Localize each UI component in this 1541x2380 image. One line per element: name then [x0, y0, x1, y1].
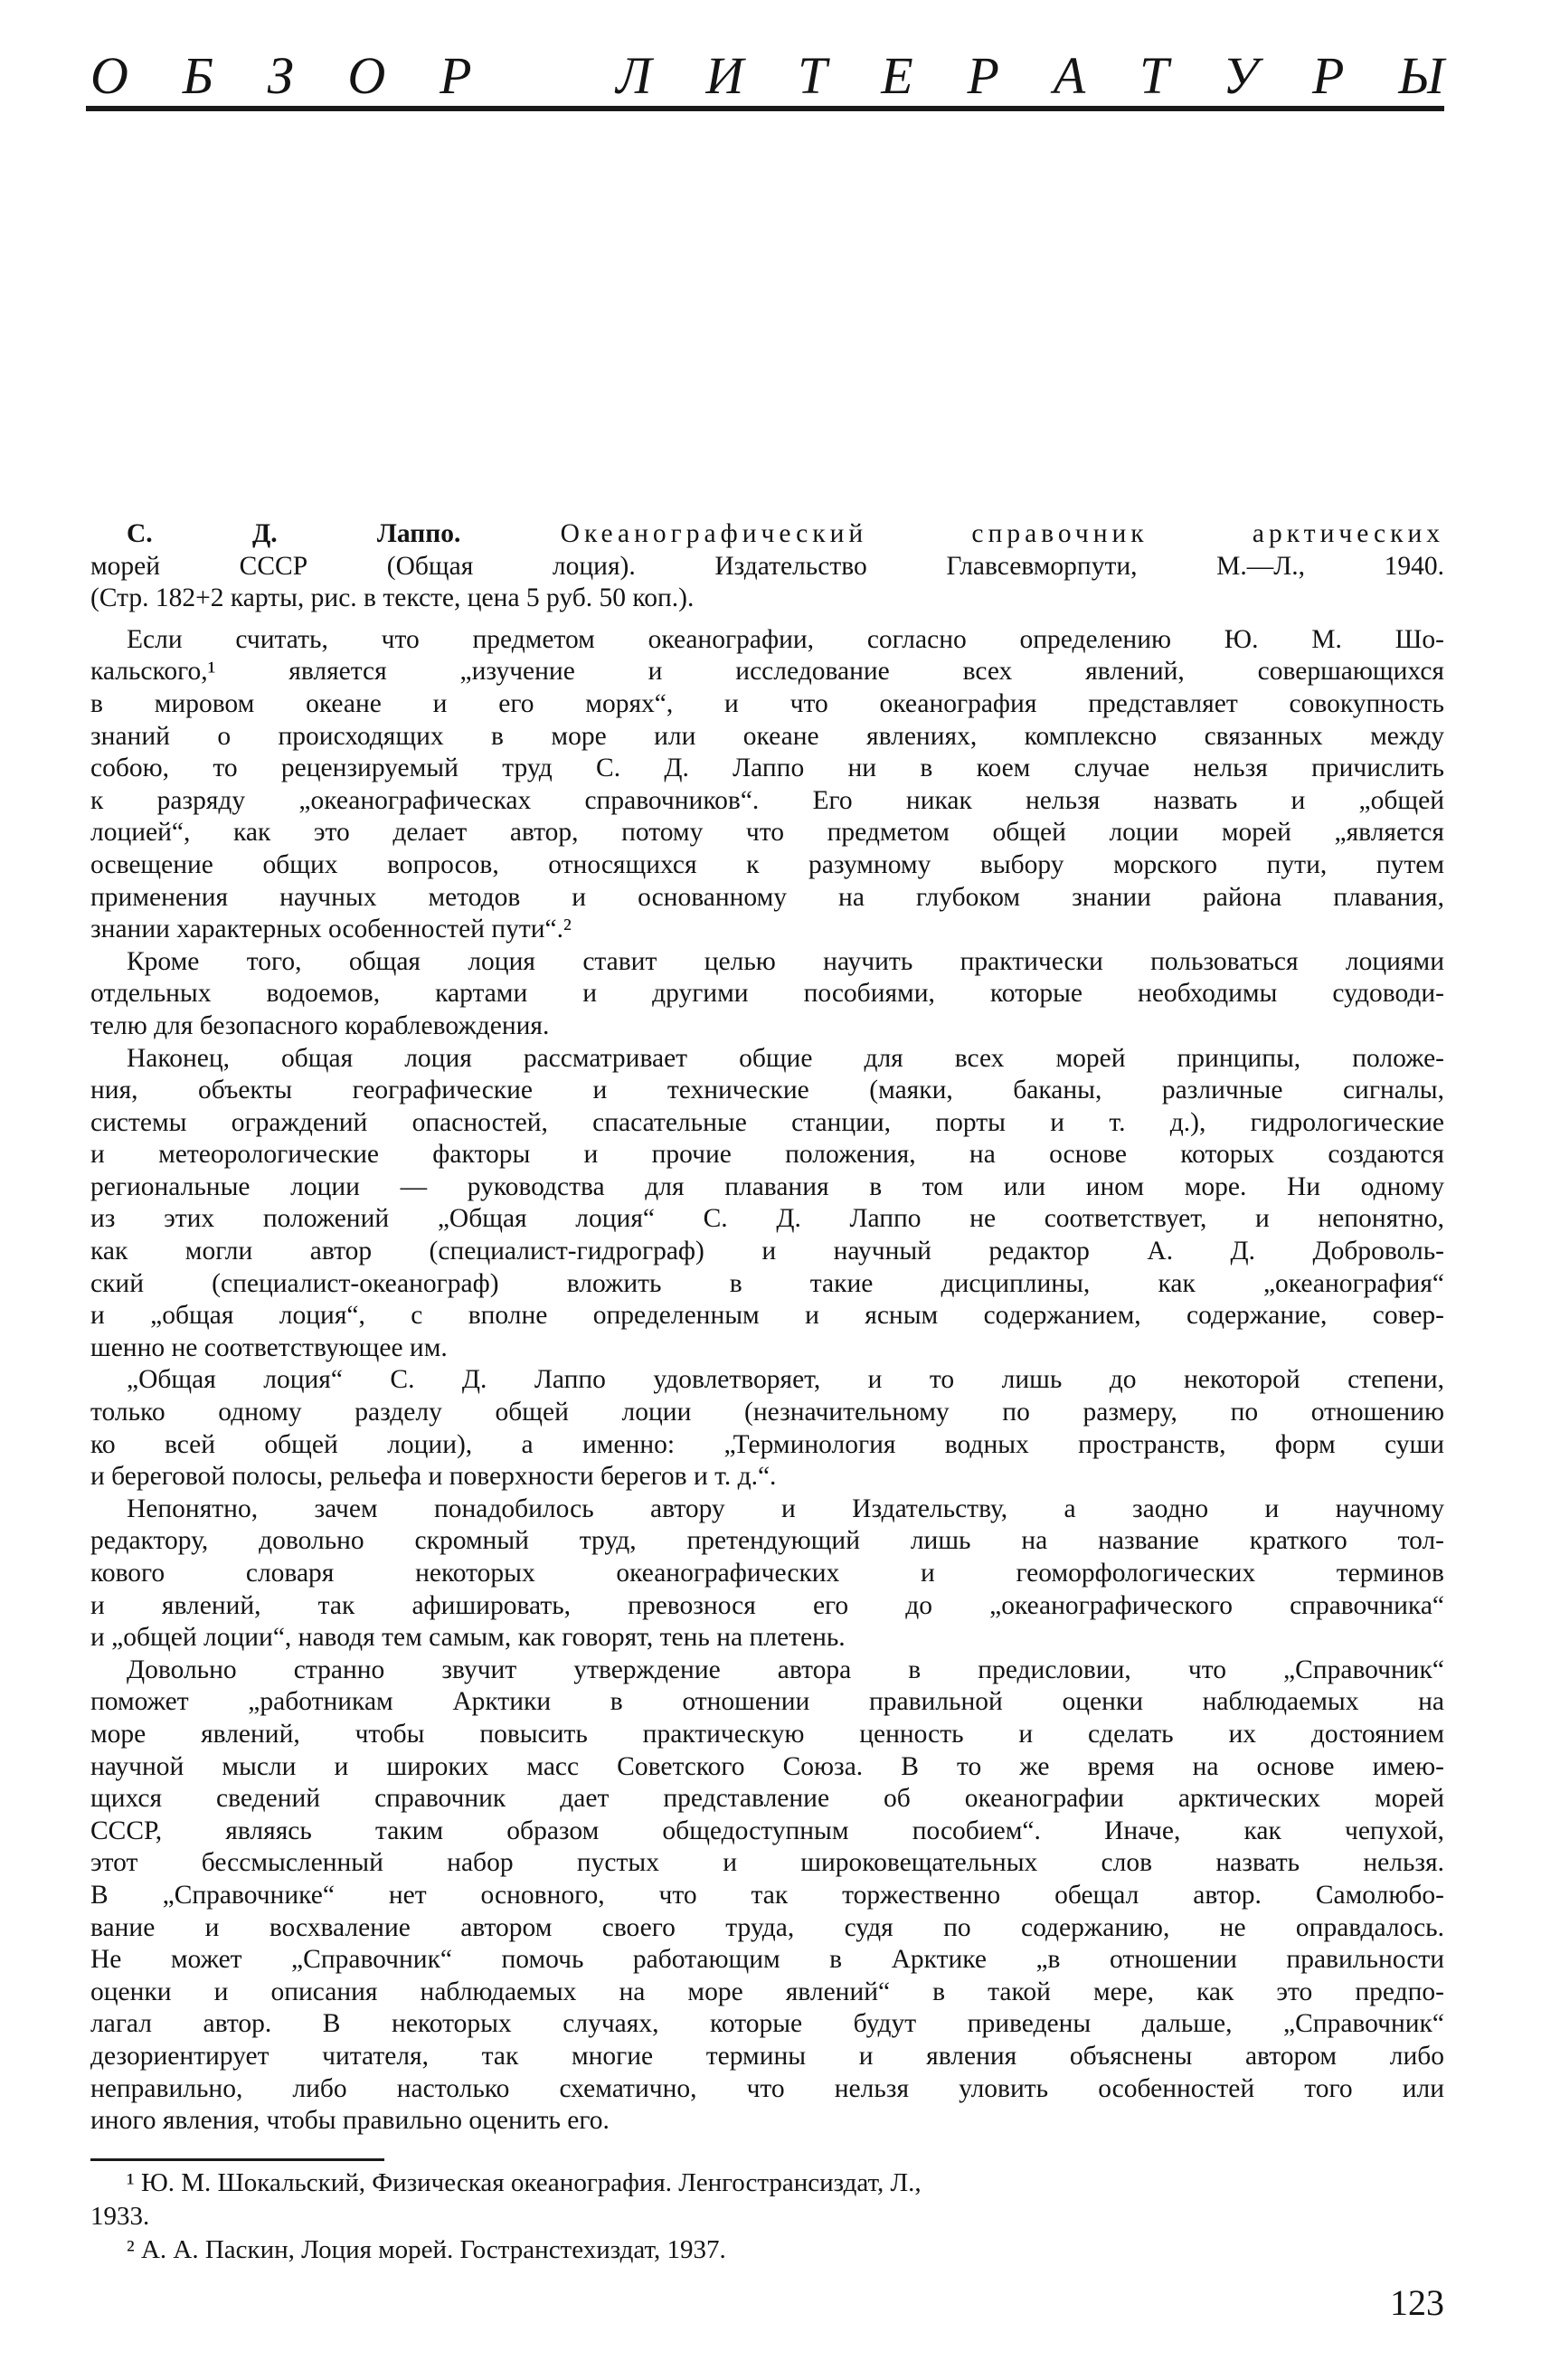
text-line: как могли автор (специалист-гидрограф) и научный редактор А. Д. Доброволь- [90, 1237, 1444, 1266]
text-line: применения научных методов и основанному на глубоком знании района плавания, [90, 882, 1444, 912]
text-line: ко всей общей лоции), а именно: „Терминология водных пространств, форм суши [90, 1429, 1444, 1459]
text-line: иного явления, чтобы правильно оценить его. [90, 2106, 610, 2136]
title-letter: Ы [1398, 46, 1444, 105]
title-letter: А [1053, 46, 1086, 105]
text-line: освещение общих вопросов, относящихся к разумному выбору морского пути, путем [90, 849, 1444, 879]
paragraph [90, 1364, 1444, 1493]
text-line: ния, объекты географические и технические (маяки, баканы, различные сигналы, [90, 1076, 1444, 1105]
review-body [90, 518, 1444, 2138]
text-line: дезориентирует читателя, так многие термины и явления объяснены автором либо [90, 2041, 1444, 2071]
title-letter: Р [440, 46, 472, 105]
text-line: кальского,¹ является „изучение и исследование всех явлений, совершающихся [90, 657, 1444, 687]
text-line: кового словаря некоторых океанографических и геоморфологических терминов [90, 1559, 1444, 1588]
text-line: в мировом океане и его морях“, и что океанография представляет совокупность [90, 688, 1444, 718]
title-letter: Е [881, 46, 913, 105]
text-line: к разряду „океанографическах справочников“. Его никак нельзя назвать и „общей [90, 785, 1444, 815]
citation-line-1 [90, 518, 1444, 551]
title-letter: И [705, 46, 744, 105]
footnote-1: ¹ Ю. М. Шокальский, Физическая океанография. Ленгострансиздат, Л., [127, 2168, 922, 2197]
footnote-rule [90, 2158, 384, 2161]
section-title [90, 47, 1444, 105]
text-line: Довольно странно звучит утверждение автора в предисловии, что „Справочник“ [127, 1655, 1444, 1684]
text-line: „Общая лоция“ С. Д. Лаппо удовлетворяет, и то лишь до некоторой степени, [127, 1365, 1444, 1395]
title-letter: Б [182, 46, 213, 105]
footnote-1-cont: 1933. [90, 2202, 150, 2231]
text-line: собою, то рецензируемый труд С. Д. Лаппо ни в коем случае нельзя причислить [90, 754, 1444, 783]
text-line: море явлений, чтобы повысить практическую ценность и сделать их достоянием [90, 1719, 1444, 1749]
title-letter: Т [1139, 46, 1169, 105]
text-line: Не может „Справочник“ помочь работающим в Арктике „в отношении правильности [90, 1945, 1444, 1975]
paragraph [90, 946, 1444, 1043]
text-line: вание и восхваление автором своего труда, судя по содержанию, не оправдалось. [90, 1912, 1444, 1942]
citation-line-2: морей СССР (Общая лоция). Издательство Главсевморпути, М.—Л., 1940. [90, 551, 1444, 581]
text-line: ский (специалист-океанограф) вложить в такие дисциплины, как „океанография“ [90, 1268, 1444, 1298]
text-line: знании характерных особенностей пути“.² [90, 915, 572, 944]
text-line: и явлений, так афишировать, превознося его до „океанографического справочника“ [90, 1590, 1444, 1620]
page-number: 123 [1390, 2282, 1444, 2323]
paragraph [90, 624, 1444, 946]
citation-author: С. Д. Лаппо. [127, 519, 461, 548]
text-line: шенно не соответствующее им. [90, 1332, 448, 1362]
text-line: и береговой полосы, рельефа и поверхности берегов и т. д.“. [90, 1462, 777, 1492]
title-letter: У [1223, 46, 1259, 105]
title-letter: Р [1312, 46, 1345, 105]
text-line: только одному разделу общей лоции (незначительному по размеру, по отношению [90, 1398, 1444, 1427]
paragraph [90, 1655, 1444, 2138]
text-line: и „общая лоция“, с вполне определенным и ясным содержанием, содержание, совер- [90, 1301, 1444, 1331]
review-paragraphs [90, 624, 1444, 2138]
text-line: щихся сведений справочник дает представление об океанографии арктических морей [90, 1784, 1444, 1814]
text-line: редактору, довольно скромный труд, претендующий лишь на название краткого тол- [90, 1526, 1444, 1556]
title-letter: З [267, 46, 294, 105]
paragraph [90, 1043, 1444, 1365]
text-line: научной мысли и широких масс Советского Союза. В то же время на основе имею- [90, 1751, 1444, 1781]
text-line: Если считать, что предметом океанографии, согласно определению Ю. М. Шо- [127, 624, 1444, 654]
text-line: лоцией“, как это делает автор, потому что предметом общей лоции морей „является [90, 818, 1444, 848]
text-line: Непонятно, зачем понадобилось автору и Издательству, а заодно и научному [127, 1493, 1444, 1523]
text-line: региональные лоции — руководства для плавания в том или ином море. Ни одному [90, 1171, 1444, 1201]
text-line: телю для безопасного кораблевождения. [90, 1010, 550, 1040]
text-line: СССР, являясь таким образом общедоступным пособием“. Иначе, как чепухой, [90, 1816, 1444, 1845]
text-line: и метеорологические факторы и прочие положения, на основе которых создаются [90, 1140, 1444, 1170]
title-letter: Р [967, 46, 999, 105]
text-line: из этих положений „Общая лоция“ С. Д. Лаппо не соответствует, и непонятно, [90, 1204, 1444, 1234]
title-letter [525, 47, 562, 105]
text-line: Кроме того, общая лоция ставит целью научить практически пользоваться лоциями [127, 946, 1444, 976]
title-rule [86, 106, 1444, 111]
text-line: В „Справочнике“ нет основного, что так торжественно обещал автор. Самолюбо- [90, 1880, 1444, 1910]
text-line: неправильно, либо настолько схематично, что нельзя уловить особенностей того или [90, 2073, 1444, 2103]
title-letter: О [90, 46, 128, 105]
text-line: системы ограждений опасностей, спасательные станции, порты и т. д.), гидрологические [90, 1107, 1444, 1137]
text-line: лагал автор. В некоторых случаях, которые будут приведены дальше, „Справочник“ [90, 2009, 1444, 2039]
paragraph [90, 1493, 1444, 1655]
text-line: этот бессмысленный набор пустых и широковещательных слов назвать нельзя. [90, 1848, 1444, 1878]
title-letter: Л [616, 46, 652, 105]
citation-title: Океанографический справочник арктических [560, 519, 1444, 548]
text-line: знаний о происходящих в море или океане явлениях, комплексно связанных между [90, 721, 1444, 751]
footnote-2: ² А. А. Паскин, Лоция морей. Гостранстехиздат, 1937. [127, 2235, 726, 2264]
title-letter: Т [798, 46, 827, 105]
text-line: поможет „работникам Арктики в отношении правильной оценки наблюдаемых на [90, 1687, 1444, 1717]
title-letter: О [347, 46, 386, 105]
text-line: и „общей лоции“, наводя тем самым, как говорят, тень на плетень. [90, 1623, 846, 1653]
text-line: Наконец, общая лоция рассматривает общие для всех морей принципы, положе- [127, 1043, 1444, 1073]
footnotes [90, 2167, 1444, 2267]
text-line: отдельных водоемов, картами и другими пособиями, которые необходимы судоводи- [90, 979, 1444, 1009]
text-line: оценки и описания наблюдаемых на море явлений“ в такой мере, как это предпо- [90, 1977, 1444, 2006]
citation-line-3: (Стр. 182+2 карты, рис. в тексте, цена 5 руб. 50 коп.). [90, 583, 695, 613]
